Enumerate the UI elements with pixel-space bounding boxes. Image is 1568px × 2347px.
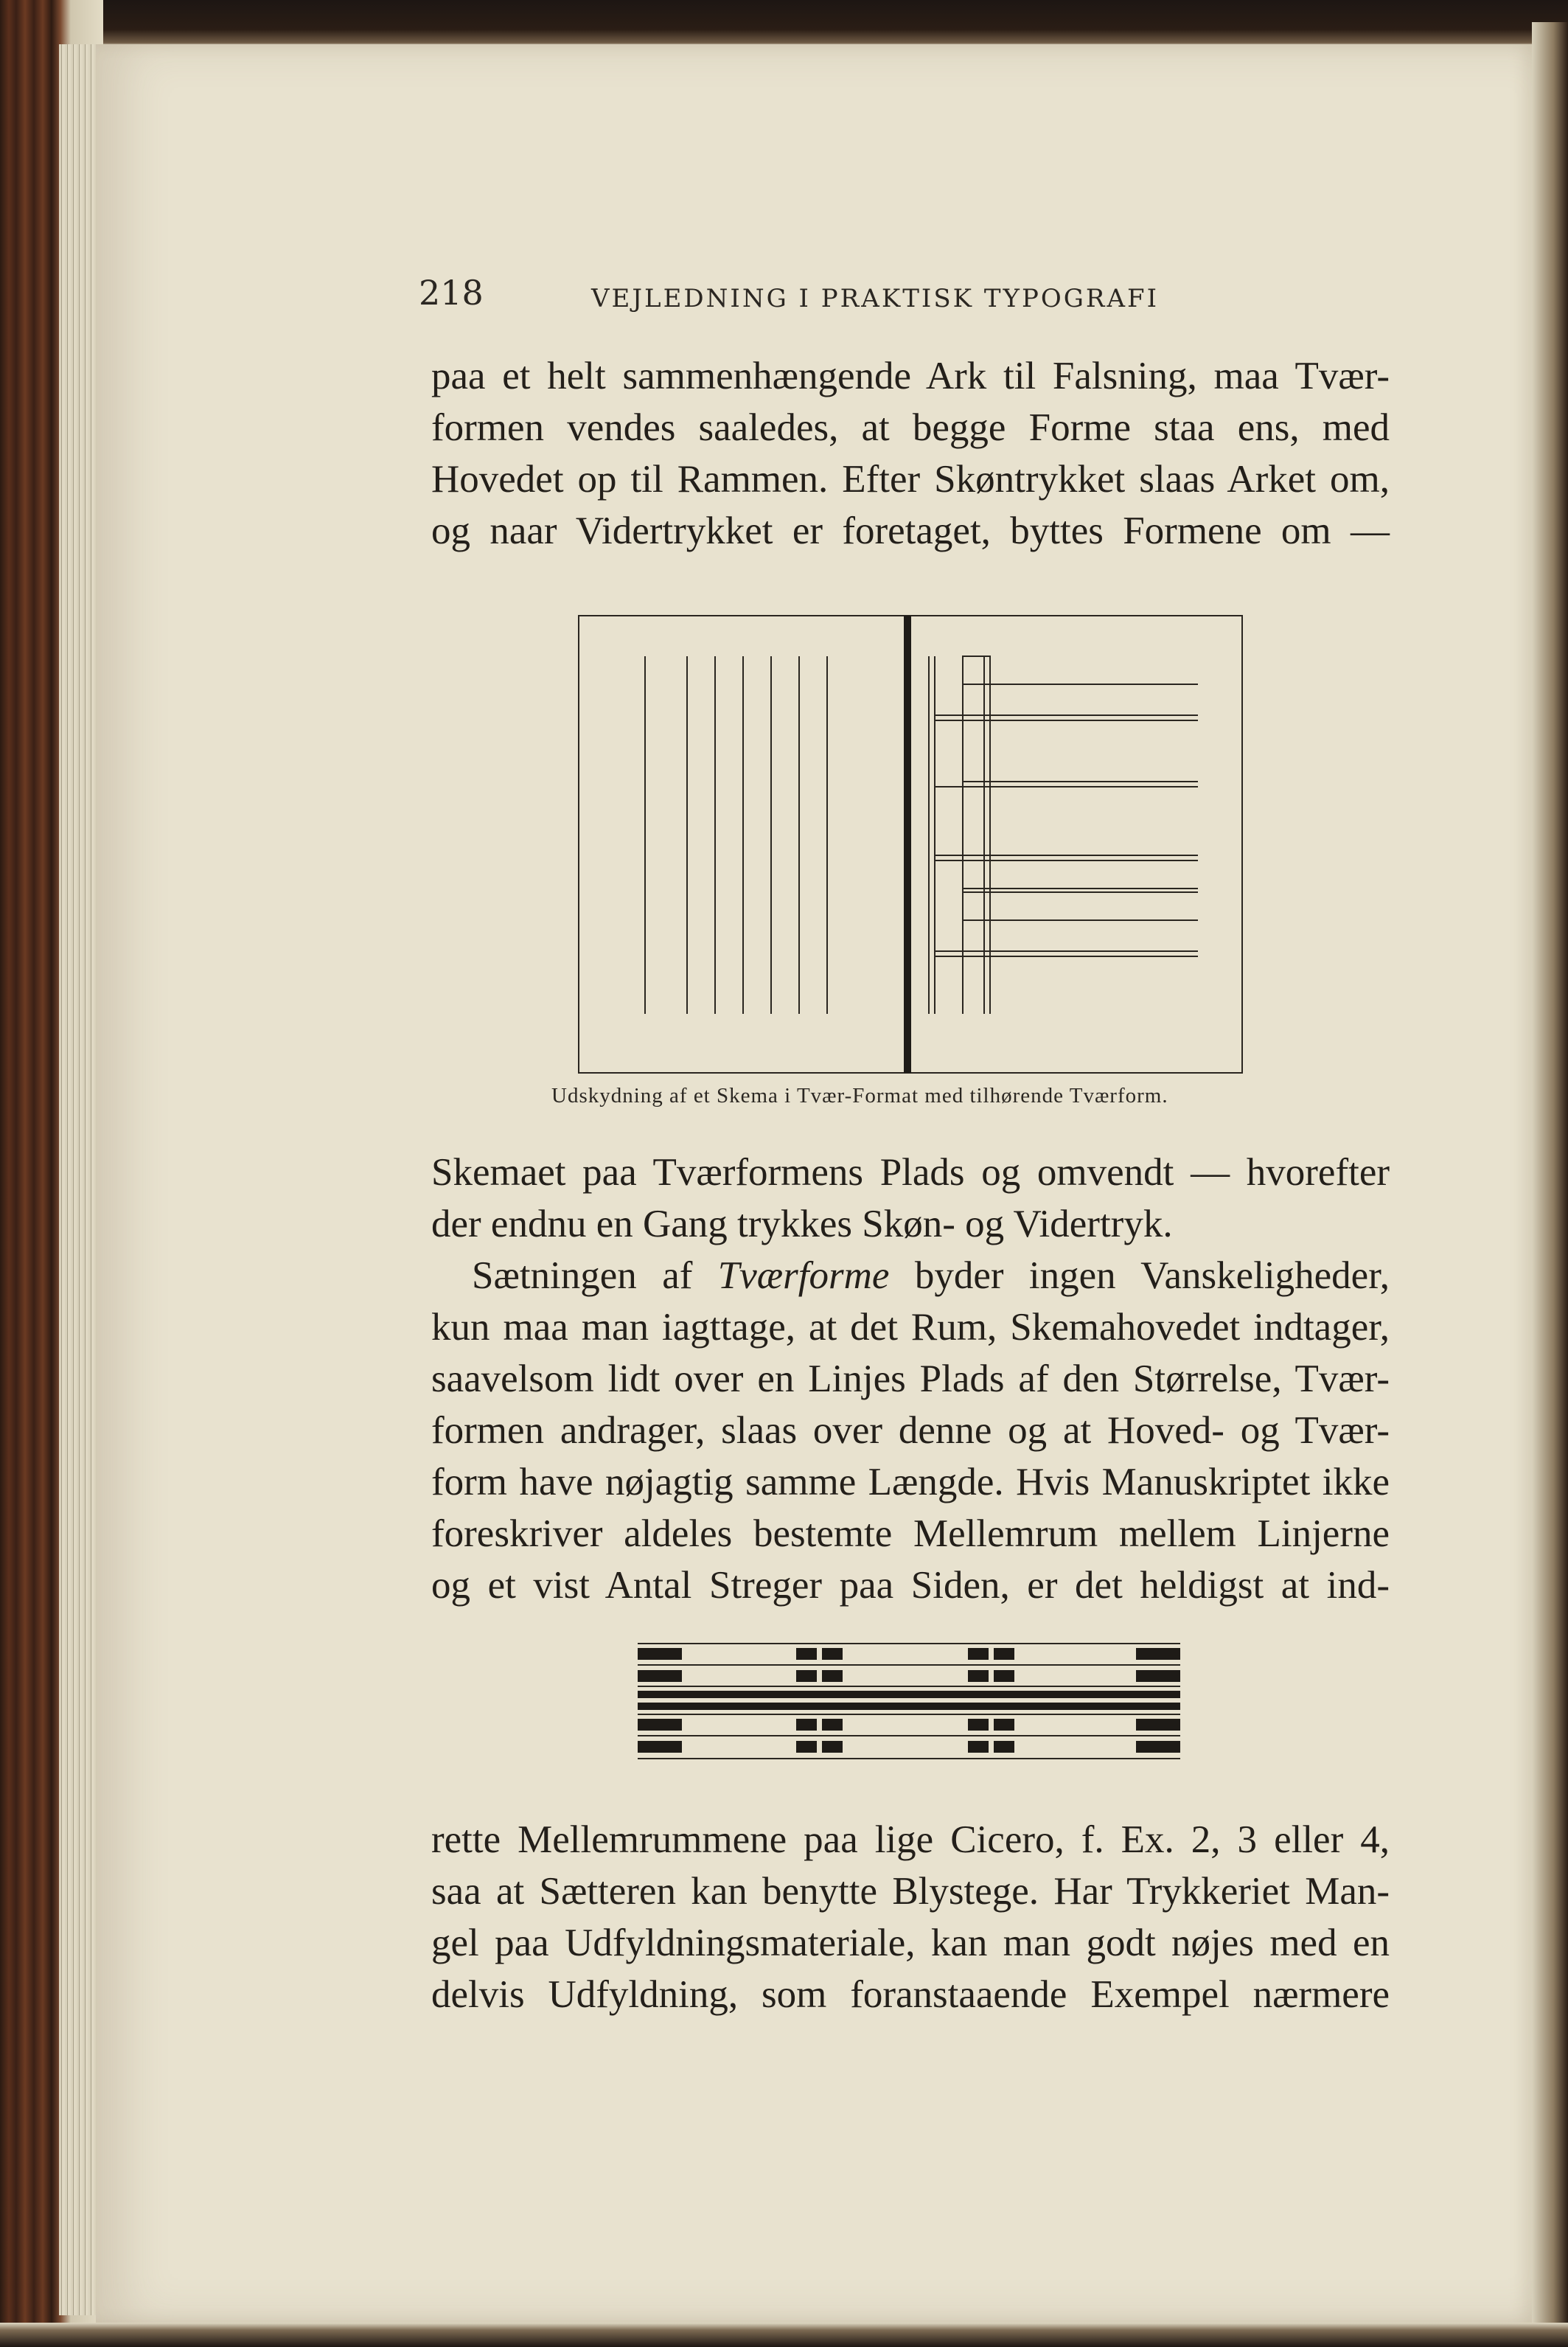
text-line: form have nøjagtig samme Længde. Hvis Manuskriptet ikke [431, 1461, 1390, 1503]
text-line: Skemaet paa Tværformens Plads og omvendt — hvorefter [431, 1151, 1390, 1194]
filling-block [968, 1741, 989, 1753]
filling-block [796, 1741, 817, 1753]
paragraph-4 [431, 1814, 1390, 2020]
center-bar [904, 616, 911, 1073]
paragraph-3 [431, 1250, 1390, 1611]
filling-block [796, 1719, 817, 1731]
text-line: saa at Sætteren kan benytte Blystege. Har Trykkeriet Man- [431, 1870, 1390, 1913]
filling-diagram [638, 1641, 1183, 1766]
filling-block [822, 1741, 843, 1753]
filling-block [822, 1719, 843, 1731]
figure-caption: Udskydning af et Skema i Tvær-Format med tilhørende Tværform. [551, 1084, 1168, 1108]
book-right-edge [1532, 22, 1568, 2347]
filling-block [1136, 1670, 1180, 1682]
filling-block [796, 1648, 817, 1660]
filling-block [638, 1719, 682, 1731]
text-line: og naar Vidertrykket er foretaget, byttes Formene om — [431, 510, 1390, 552]
text-line: Hovedet op til Rammen. Efter Skøntrykket slaas Arket om, [431, 458, 1390, 501]
head-box [963, 889, 990, 920]
filling-block [968, 1670, 989, 1682]
filling-block [1136, 1741, 1180, 1753]
text-line: saavelsom lidt over en Linjes Plads af den Størrelse, Tvær- [431, 1357, 1390, 1400]
text-line: formen vendes saaledes, at begge Forme staa ens, med [431, 406, 1390, 449]
paragraph-1 [431, 350, 1390, 557]
filling-block [822, 1670, 843, 1682]
text-line: foreskriver aldeles bestemte Mellemrum mellem Linjerne [431, 1512, 1390, 1555]
filling-block [638, 1741, 682, 1753]
text-segment: byder ingen Vanskeligheder, [889, 1254, 1390, 1297]
book-bottom-edge [0, 2323, 1568, 2347]
filling-block [822, 1648, 843, 1660]
filling-block [638, 1648, 682, 1660]
filling-bar [638, 1703, 1180, 1710]
filling-block [968, 1719, 989, 1731]
imposition-diagram [575, 612, 1246, 1077]
filling-block [796, 1670, 817, 1682]
text-line: kun maa man iagttage, at det Rum, Skemahovedet indtager, [431, 1306, 1390, 1349]
filling-block [1136, 1719, 1180, 1731]
paragraph-2 [431, 1147, 1390, 1250]
filling-block [968, 1648, 989, 1660]
filling-block [638, 1670, 682, 1682]
running-title: VEJLEDNING I PRAKTISK TYPOGRAFI [591, 284, 1160, 313]
text-line: formen andrager, slaas over denne og at Hoved- og Tvær- [431, 1409, 1390, 1452]
filling-block [994, 1670, 1014, 1682]
filling-block [1136, 1648, 1180, 1660]
italic-term: Tværforme [717, 1254, 890, 1297]
filling-block [994, 1719, 1014, 1731]
text-line: og et vist Antal Streger paa Siden, er det heldigst at ind- [431, 1564, 1390, 1607]
book-top-edge [0, 0, 1568, 46]
text-line: delvis Udfyldning, som foranstaaende Exempel nærmere [431, 1973, 1390, 2016]
text-segment: Sætningen af [472, 1254, 718, 1297]
filling-block [994, 1648, 1014, 1660]
page-number: 218 [419, 273, 484, 313]
text-line: gel paa Udfyldningsmateriale, kan man godt nøjes med en [431, 1922, 1390, 1964]
text-line: paa et helt sammenhængende Ark til Falsning, maa Tvær- [431, 355, 1390, 397]
filling-block [994, 1741, 1014, 1753]
head-box [963, 656, 990, 684]
text-line: der endnu en Gang trykkes Skøn- og Vidertryk. [431, 1203, 1173, 1245]
filling-bar [638, 1691, 1180, 1698]
text-line: rette Mellemrummene paa lige Cicero, f. Ex. 2, 3 eller 4, [431, 1818, 1390, 1861]
text-line [431, 1250, 1390, 1301]
